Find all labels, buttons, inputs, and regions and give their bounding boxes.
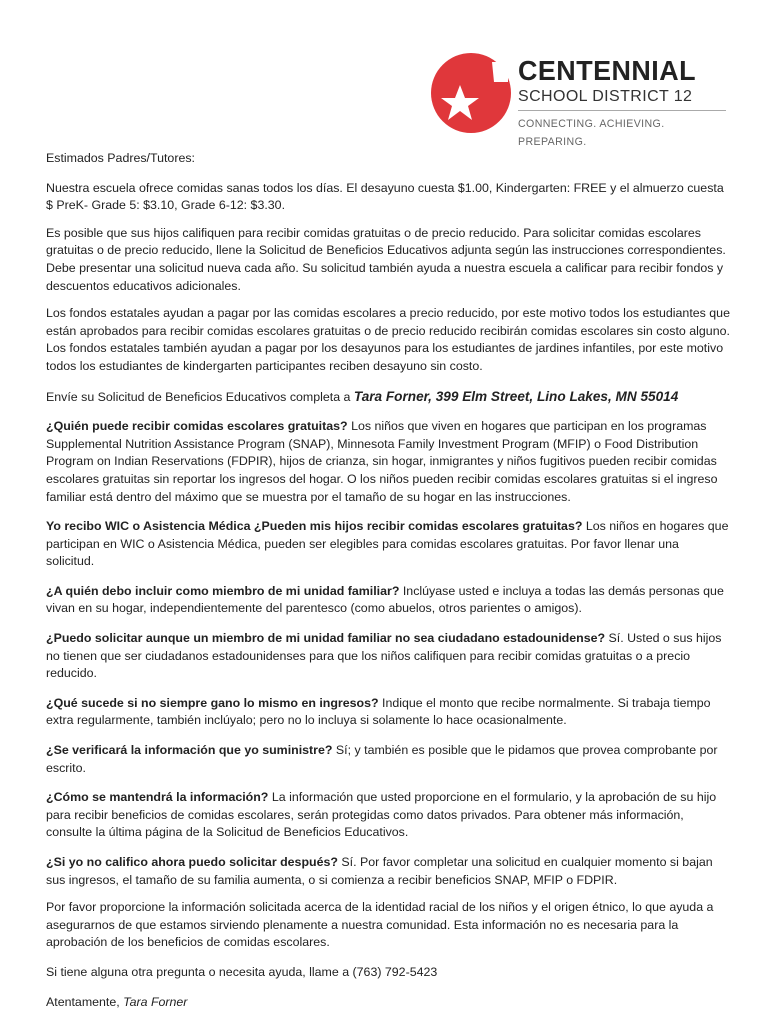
signer-name: Tara Forner xyxy=(123,994,188,1009)
faq-question: Yo recibo WIC o Asistencia Médica ¿Pueden mis hijos recibir comidas escolares gratuitas? xyxy=(46,519,583,534)
contact-paragraph: Si tiene alguna otra pregunta o necesita ayuda, llame a (763) 792-5423 xyxy=(46,964,438,979)
send-prefix: Envíe su Solicitud de Beneficios Educativos completa a xyxy=(46,389,351,404)
state-funds-paragraph: Los fondos estatales ayudan a pagar por las comidas escolares a precio reducido, por este motivo todos los estudiantes que están aprobados para recibir comidas escolares gratuitas o de precio reducido recibirán comidas escolares sin costo alguno. Los fondos estatales también ayudan a pagar por los desayunos para los estudiantes de jardines infantiles, por este motivo todos los estudiantes de kindergarten participantes reciben desayuno sin costo. xyxy=(46,306,730,373)
faq-item-citizenship xyxy=(46,630,730,683)
logo-divider xyxy=(518,110,726,111)
faq-answer: Los niños que viven en hogares que participan en los programas Supplemental Nutrition Assistance Program (SNAP), Minnesota Family Investment Program (MFIP) o Food Distribution Program on Indian Reservations (FDPIR), hijos de crianza, sin hogar, inmigrantes y niños fugitivos pueden recibir comidas escolares gratuitas sin reportar los ingresos del hogar. O los niños pueden recibir comidas escolares gratuitas si el ingreso familiar está dentro del máximo que se muestra por el tamaño de su hogar en las instrucciones. xyxy=(46,419,718,504)
district-logo xyxy=(430,52,730,148)
faq-question: ¿Se verificará la información que yo suministre? xyxy=(46,743,333,758)
faq-question: ¿Quién puede recibir comidas escolares gratuitas? xyxy=(46,419,348,434)
faq-item-privacy xyxy=(46,789,730,842)
faq-question: ¿Puedo solicitar aunque un miembro de mi unidad familiar no sea ciudadano estadounidense? xyxy=(46,631,606,646)
faq-answer: Inclúyase usted e incluya a todas las demás personas que vivan en su hogar, independientemente del parentesco (como abuelos, otros parientes o amigos). xyxy=(46,583,724,616)
letter-body xyxy=(46,150,730,1011)
faq-question: ¿A quién debo incluir como miembro de mi unidad familiar? xyxy=(46,583,400,598)
faq-item-household xyxy=(46,583,730,618)
salutation: Estimados Padres/Tutores: xyxy=(46,151,195,165)
faq-question: ¿Qué sucede si no siempre gano lo mismo en ingresos? xyxy=(46,695,379,710)
faq-question: ¿Cómo se mantendrá la información? xyxy=(46,790,269,805)
faq-answer: Indique el monto que recibe normalmente. Si trabaja tiempo extra regularmente, también inclúyalo; pero no lo incluya si solamente lo hace ocasionalmente. xyxy=(46,695,711,728)
district-name: CENTENNIAL xyxy=(518,55,697,86)
faq-item-verification xyxy=(46,742,730,777)
faq-answer: Sí; y también es posible que le pidamos que provea comprobante por escrito. xyxy=(46,743,718,775)
ethnic-info-paragraph: Por favor proporcione la información solicitada acerca de la identidad racial de los niños y el origen étnico, lo que ayuda a asegurarnos de que estamos sirviendo plenamente a nuestra comunidad. Esta información no es necesaria para la aprobación de los beneficios de comidas escolares. xyxy=(46,900,714,950)
faq-answer: Sí. Usted o sus hijos no tienen que ser ciudadanos estadounidenses para que los niños califiquen para recibir comidas gratuitas o a precio reducido. xyxy=(46,631,722,681)
district-tagline: CONNECTING. ACHIEVING. PREPARING. xyxy=(518,118,665,148)
apply-paragraph: Es posible que sus hijos califiquen para recibir comidas gratuitas o de precio reducido. Para solicitar comidas escolares gratuitas o de precio reducido, llene la Solicitud de Beneficios Educativos adjunta según las instrucciones correspondientes. Debe presentar una solicitud nueva cada año. Su solicitud también ayuda a nuestra escuela a calificar para recibir fondos y descuentos educativos adicionales. xyxy=(46,225,726,293)
faq-item-eligibility xyxy=(46,418,730,506)
faq-item-wic xyxy=(46,518,730,571)
closing: Atentamente, xyxy=(46,994,120,1009)
faq-answer: La información que usted proporcione en el formulario, y la aprobación de su hijo para recibir beneficios de comidas escolares, serán protegidas como datos privados. Para obtener más información, consulte la última página de la Solicitud de Beneficios Educativos. xyxy=(46,790,717,840)
intro-paragraph: Nuestra escuela ofrece comidas sanas todos los días. El desayuno cuesta $1.00, Kindergarten: FREE y el almuerzo cuesta $ PreK- Grade 5: $3.10, Grade 6-12: $3.30. xyxy=(46,180,724,213)
faq-answer: Sí. Por favor completar una solicitud en cualquier momento si bajan sus ingresos, el tamaño de su familia aumenta, o si comienza a recibir beneficios SNAP, MFIP o FDPIR. xyxy=(46,855,713,887)
centennial-star-logo-icon xyxy=(430,52,512,134)
faq-answer: Los niños en hogares que participan en WIC o Asistencia Médica, pueden ser elegibles para comidas escolares gratuitas. Por favor llenar una solicitud. xyxy=(46,519,729,569)
district-number: SCHOOL DISTRICT 12 xyxy=(518,88,693,105)
faq-item-apply-later xyxy=(46,854,730,889)
faq-item-income xyxy=(46,695,730,730)
send-paragraph xyxy=(46,388,730,407)
faq-question: ¿Si yo no califico ahora puedo solicitar después? xyxy=(46,855,338,869)
closing-line xyxy=(46,994,730,1012)
send-address: Tara Forner, 399 Elm Street, Lino Lakes, MN 55014 xyxy=(353,388,679,404)
